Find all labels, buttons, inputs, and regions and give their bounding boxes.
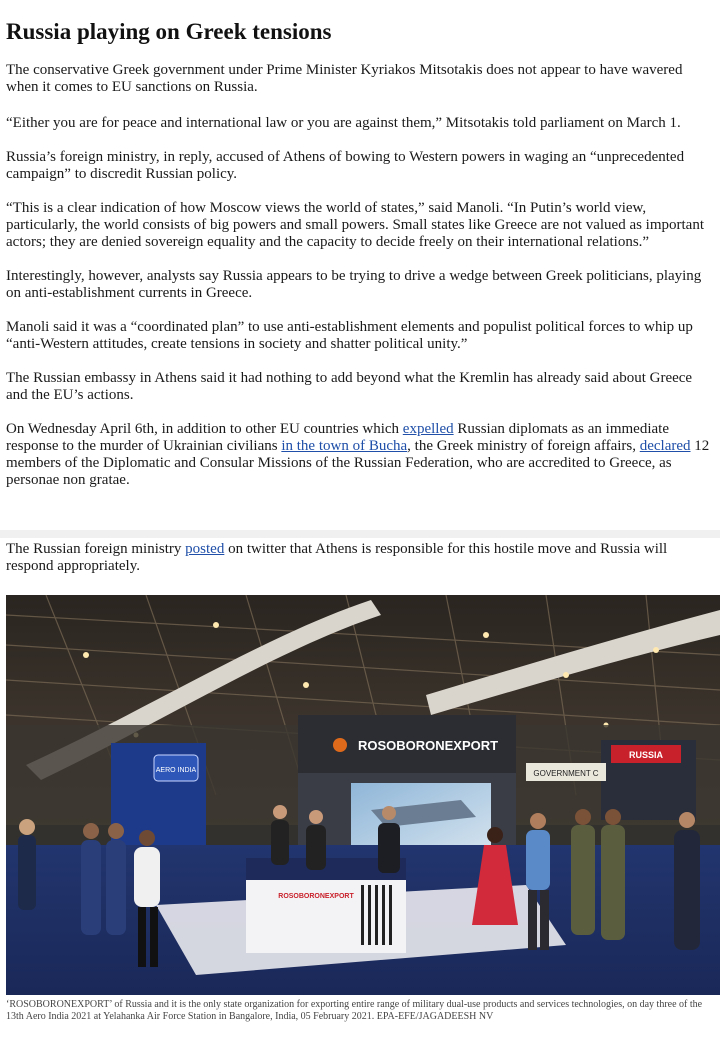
bucha-link[interactable]: in the town of Bucha [281, 438, 408, 454]
government-sign: GOVERNMENT C [533, 769, 599, 778]
paragraph-8-text-4: 12 members of the Diplomatic and Consular Missions of the Russian Federation, who are accredited to Greece, as personae non gratae. [6, 438, 710, 488]
counter-sign: ROSOBORONEXPORT [278, 893, 354, 900]
article-title: Russia playing on Greek tensions [6, 19, 332, 44]
paragraph-7: The Russian embassy in Athens said it had nothing to add beyond what the Kremlin has already said about Greece and the EU’s actions. [6, 370, 693, 403]
expelled-link[interactable]: expelled [402, 421, 454, 437]
paragraph-8-text-3: , the Greek ministry of foreign affairs, [407, 438, 640, 454]
posted-link[interactable]: posted [185, 541, 225, 557]
article [6, 0, 716, 489]
article-continued [6, 541, 716, 575]
exhibition-hall-illustration [6, 595, 720, 995]
article-photo[interactable] [6, 595, 720, 995]
left-booth-sign: AERO INDIA [155, 767, 197, 774]
paragraph-9 [6, 541, 716, 575]
paragraph-8-text-1: On Wednesday April 6th, in addition to other EU countries which [6, 421, 403, 437]
paragraph-4: “This is a clear indication of how Moscow views the world of states,” said Manoli. “In Putin’s world view, particularly, the world consists of big powers and small powers. Small states like Greece are not valued as important actors; they are denied sovereign equality and the capacity to decide freely on their international relations.” [6, 200, 705, 250]
paragraph-5: Interestingly, however, analysts say Russia appears to be trying to drive a wedge between Greek politicians, playing on anti-establishment currents in Greece. [6, 268, 702, 301]
right-red-sign: RUSSIA [628, 750, 664, 760]
paragraph-2: “Either you are for peace and international law or you are against them,” Mitsotakis told parliament on March 1. [6, 115, 681, 131]
paragraph-6: Manoli said it was a “coordinated plan” to use anti-establishment elements and populist political forces to whip up “anti-Western attitudes, create tensions in society and shatter political unity.” [6, 319, 693, 352]
roe-logo-icon [333, 738, 347, 752]
paragraph-9-text-2: on twitter that Athens is responsible for this hostile move and Russia will respond appropriately. [6, 541, 668, 574]
declared-link[interactable]: declared [639, 438, 691, 454]
section-divider [0, 530, 720, 538]
paragraph-8-text-2: Russian diplomats as an immediate response to the murder of Ukrainian civilians [6, 421, 669, 454]
main-booth-sign: ROSOBORONEXPORT [357, 738, 499, 753]
paragraph-3: Russia’s foreign ministry, in reply, accused of Athens of bowing to Western powers in waging an “unprecedented campaign” to discredit Russian policy. [6, 149, 685, 182]
paragraph-9-text-1: The Russian foreign ministry [6, 541, 186, 557]
photo-caption: ‘ROSOBORONEXPORT’ of Russia and it is the only state organization for exporting entire range of military dual-use products and services technologies, on day three of the 13th Aero India 2021 at Yelahanka Air Force Station in Bangalore, India, 05 February 2021. EPA-EFE/JAGADEESH NV [6, 999, 703, 1022]
paragraph-8 [6, 421, 716, 489]
paragraph-1: The conservative Greek government under Prime Minister Kyriakos Mitsotakis does not appear to have wavered when it comes to EU sanctions on Russia. [6, 62, 683, 95]
